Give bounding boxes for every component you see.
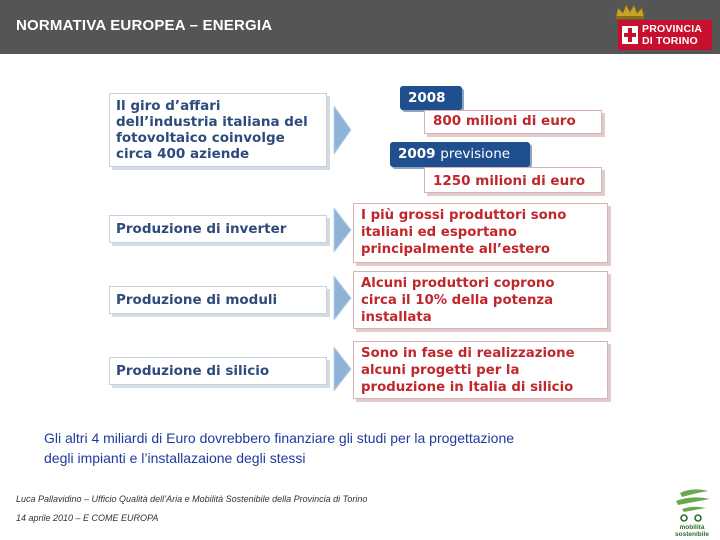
crown-icon xyxy=(613,2,647,20)
year-label: 2008 xyxy=(408,90,446,106)
logo-line1: PROVINCIA xyxy=(642,23,703,35)
cross-icon xyxy=(622,26,638,44)
right-text-line: Alcuni produttori coprono xyxy=(361,276,555,291)
right-text-line: alcuni progetti per la xyxy=(361,363,520,378)
left-text-line: dell’industria italiana del xyxy=(116,114,308,130)
right-box-moduli xyxy=(353,271,608,329)
left-box-silicio xyxy=(109,357,327,385)
left-box-fatturato xyxy=(109,93,327,167)
left-box-moduli xyxy=(109,286,327,314)
arrow-icon xyxy=(333,208,353,252)
arrow-icon xyxy=(333,347,353,391)
left-text-line: Produzione di moduli xyxy=(116,292,278,308)
value-box-2008 xyxy=(424,110,602,134)
summary-text xyxy=(44,428,644,468)
value-label: 800 milioni di euro xyxy=(433,113,576,129)
left-box-inverter xyxy=(109,215,327,243)
provincia-logo xyxy=(618,20,712,50)
right-box-inverter xyxy=(353,203,608,263)
year-tab-2009 xyxy=(390,142,530,167)
summary-line: degli impianti e l’installazaione degli stessi xyxy=(44,450,306,466)
summary-line: Gli altri 4 miliardi di Euro dovrebbero finanziare gli studi per la progettazione xyxy=(44,430,515,446)
brand-line1: mobilità xyxy=(679,524,705,531)
arrow-icon xyxy=(333,276,353,320)
brand-line2: sostenibile xyxy=(675,531,709,537)
mobilita-sostenibile-logo xyxy=(668,485,716,537)
footer-date: 14 aprile 2010 – E COME EUROPA xyxy=(16,513,159,523)
value-label: 1250 milioni di euro xyxy=(433,173,586,189)
right-text-line: Sono in fase di realizzazione xyxy=(361,346,575,361)
right-text-line: italiani ed esportano xyxy=(361,225,517,240)
footer-author: Luca Pallavidino – Ufficio Qualità dell’Aria e Mobilità Sostenibile della Provincia di Torino xyxy=(16,494,368,504)
logo-line2: DI TORINO xyxy=(642,35,698,47)
left-text-line: circa 400 aziende xyxy=(116,146,250,162)
right-text-line: produzione in Italia di silicio xyxy=(361,380,574,395)
arrow-icon xyxy=(333,106,353,154)
year-tab-2008 xyxy=(400,86,462,110)
right-text-line: I più grossi produttori sono xyxy=(361,208,567,223)
year-suffix: previsione xyxy=(440,146,511,162)
right-box-silicio xyxy=(353,341,608,399)
right-text-line: principalmente all’estero xyxy=(361,242,551,257)
year-label: 2009 xyxy=(398,146,436,162)
page-title: NORMATIVA EUROPEA – ENERGIA xyxy=(16,17,273,34)
right-text-line: circa il 10% della potenza xyxy=(361,293,554,308)
right-text-line: installata xyxy=(361,310,432,325)
left-text-line: Il giro d’affari xyxy=(116,98,221,114)
left-text-line: Produzione di silicio xyxy=(116,363,270,379)
left-text-line: fotovoltaico coinvolge xyxy=(116,130,285,146)
header-bar xyxy=(0,0,720,54)
value-box-2009 xyxy=(424,167,602,193)
left-text-line: Produzione di inverter xyxy=(116,221,287,237)
